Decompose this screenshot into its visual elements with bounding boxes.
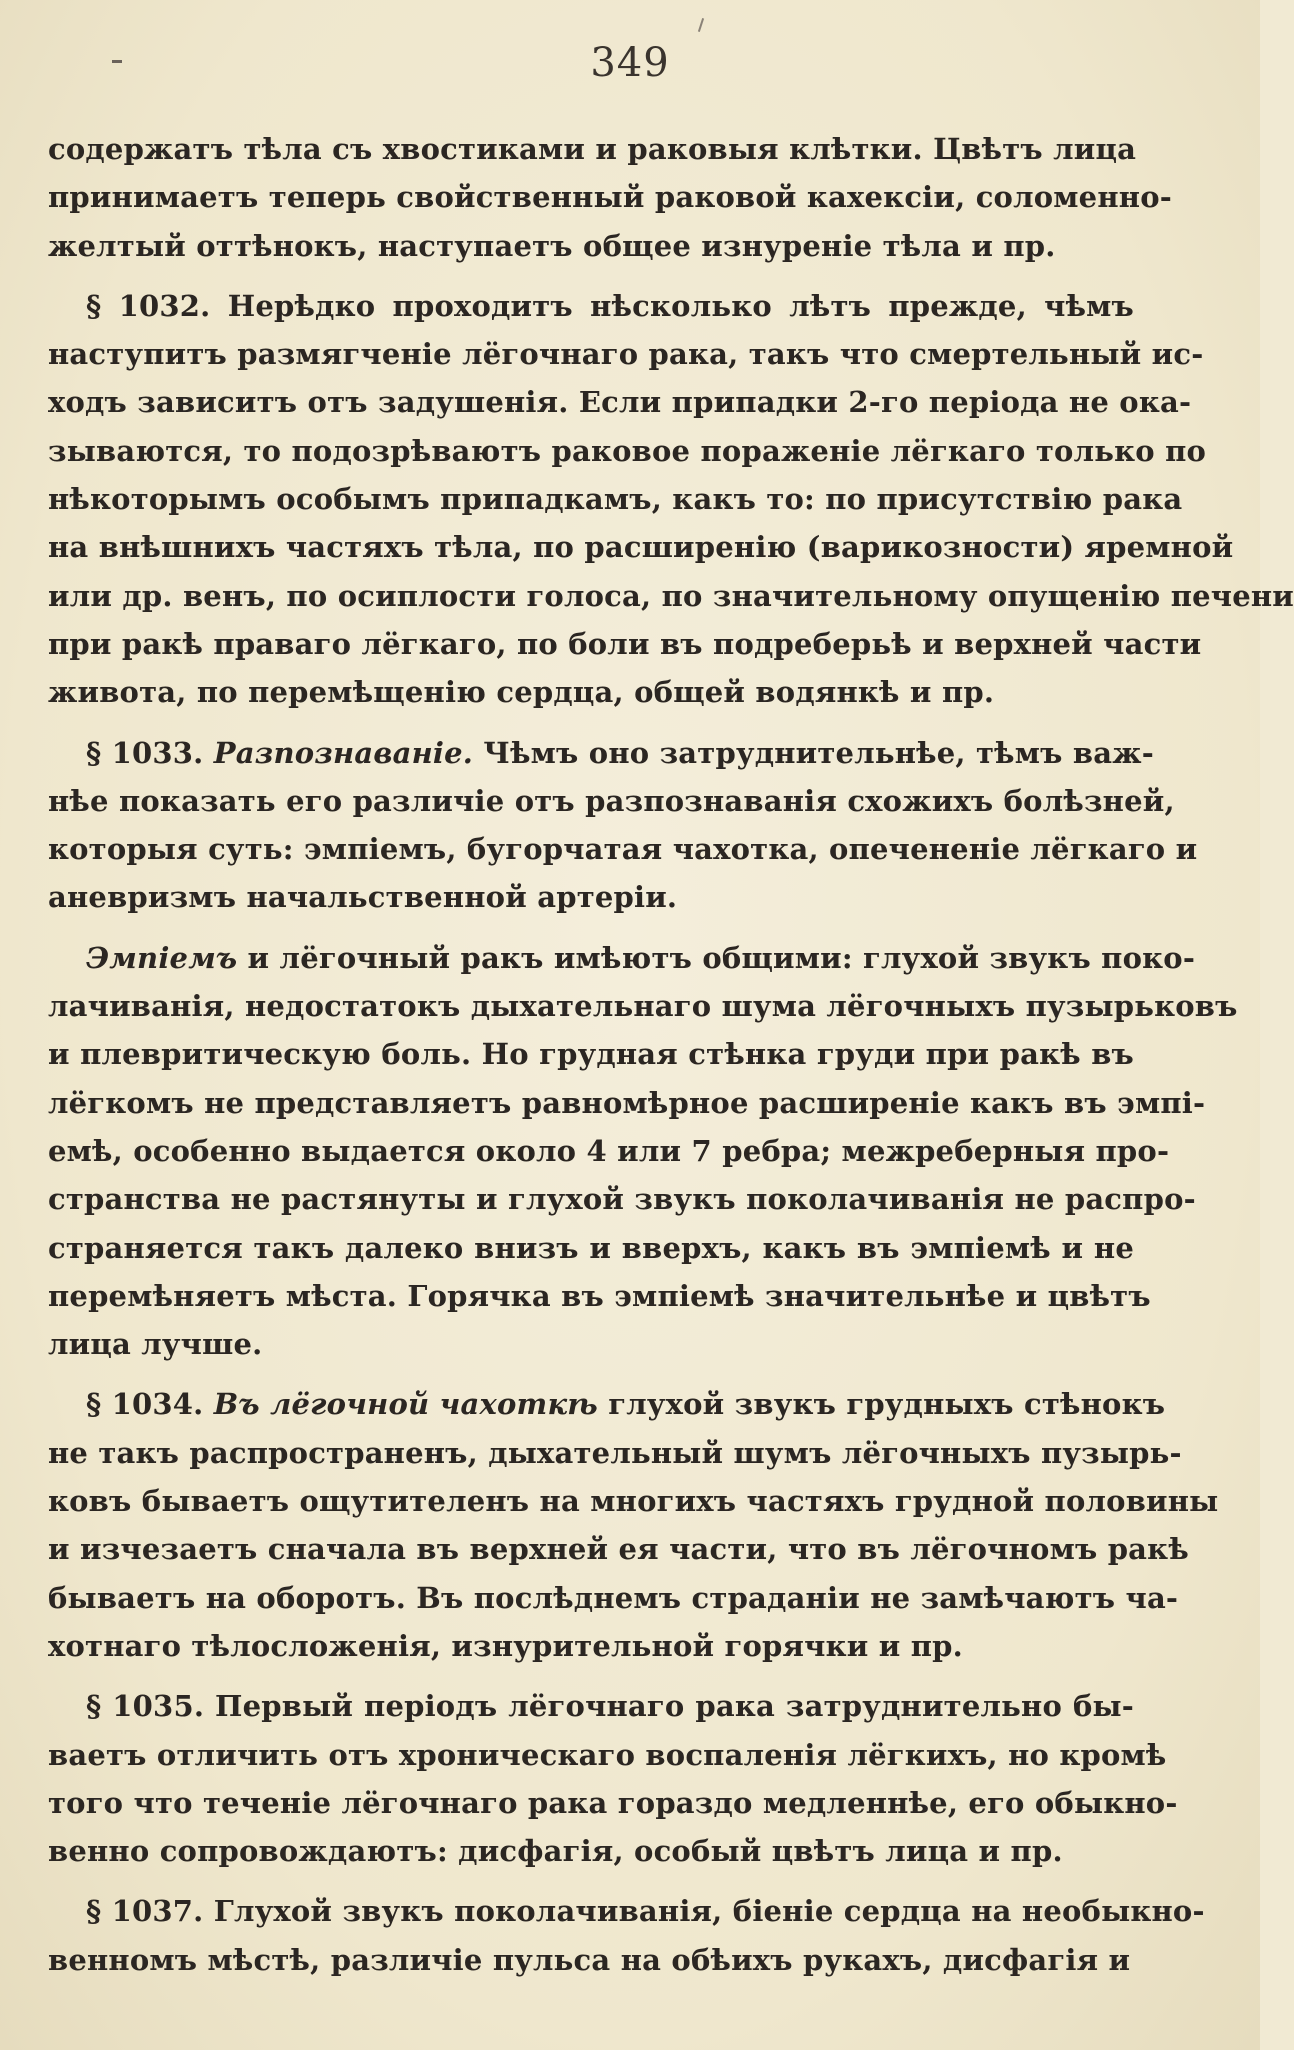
text-line: не такъ распространенъ, дыхательный шумъ лёгочныхъ пузырь-: [48, 1435, 1182, 1470]
margin-tick: [698, 18, 704, 32]
text-line: нѣкоторымъ особымъ припадкамъ, какъ то: по присутствію рака: [48, 482, 1183, 517]
text-line: § 1037. Глухой звукъ поколачиванія, біеніе сердца на необыкно-: [86, 1894, 1205, 1929]
text-line: § 1035. Первый періодъ лёгочнаго рака затруднительно бы-: [86, 1689, 1134, 1724]
text-line: того что теченіе лёгочнаго рака гораздо медленнѣе, его обыкно-: [48, 1785, 1178, 1820]
text-line: или др. венъ, по осиплости голоса, по значительному опущенію печени: [48, 578, 1294, 613]
text-line: принимаетъ теперь свойственный раковой кахексіи, соломенно-: [48, 180, 1172, 215]
page-number: 349: [590, 40, 670, 86]
text-run: глухой звукъ грудныхъ стѣнокъ: [597, 1387, 1166, 1422]
text-line: венномъ мѣстѣ, различіе пульса на обѣихъ рукахъ, дисфагія и: [48, 1942, 1131, 1977]
text-run: и лёгочный ракъ имѣютъ общими: глухой звукъ поко-: [237, 940, 1196, 975]
italic-term: Въ лёгочной чахоткѣ: [213, 1387, 598, 1422]
text-line: которыя суть: эмпіемъ, бугорчатая чахотка, опечененіе лёгкаго и: [48, 832, 1198, 867]
text-line: лица лучше.: [48, 1327, 263, 1362]
text-line: живота, по перемѣщенію сердца, общей водянкѣ и пр.: [48, 675, 995, 710]
italic-term: Эмпіемъ: [86, 940, 238, 975]
text-line: лачиванія, недостатокъ дыхательнаго шума лёгочныхъ пузырьковъ: [48, 989, 1238, 1024]
text-line: аневризмъ начальственной артеріи.: [48, 880, 678, 915]
text-line: ваетъ отличить отъ хроническаго воспаленія лёгкихъ, но кромѣ: [48, 1737, 1167, 1772]
text-line: емѣ, особенно выдается около 4 или 7 ребра; межреберныя про-: [48, 1133, 1170, 1168]
section-number: § 1034.: [86, 1387, 214, 1422]
text-line: [48, 729, 1154, 777]
text-line: и плевритическую боль. Но грудная стѣнка груди при ракѣ въ: [48, 1037, 1134, 1072]
text-line: перемѣняетъ мѣста. Горячка въ эмпіемѣ значительнѣе и цвѣтъ: [48, 1278, 1151, 1313]
text-line: [48, 934, 1196, 982]
text-line: ковъ бываетъ ощутителенъ на многихъ частяхъ грудной половины: [48, 1484, 1219, 1519]
text-line: странства не растянуты и глухой звукъ поколачиванія не распро-: [48, 1182, 1196, 1217]
text-line: [48, 1380, 1166, 1428]
text-line: венно сопровождаютъ: дисфагія, особый цвѣтъ лица и пр.: [48, 1834, 1063, 1869]
text-line: § 1032. Нерѣдко проходитъ нѣсколько лѣтъ прежде, чѣмъ: [86, 288, 1134, 323]
text-line: бываетъ на оборотъ. Въ послѣднемъ страданіи не замѣчаютъ ча-: [48, 1580, 1179, 1615]
text-line: страняется такъ далеко внизъ и вверхъ, какъ въ эмпіемѣ и не: [48, 1230, 1134, 1265]
section-heading: Разпознаваніе.: [213, 735, 474, 770]
text-line: на внѣшнихъ частяхъ тѣла, по расширенію (варикозности) яремной: [48, 530, 1234, 565]
text-run: Чѣмъ оно затруднительнѣе, тѣмъ важ-: [473, 735, 1154, 770]
text-line: нѣе показать его различіе отъ разпознаванія схожихъ болѣзней,: [48, 783, 1175, 818]
body-text: [48, 125, 1294, 1984]
section-number: § 1033.: [86, 735, 214, 770]
text-line: хотнаго тѣлосложенія, изнурительной горячки и пр.: [48, 1628, 963, 1663]
text-line: наступитъ размягченіе лёгочнаго рака, такъ что смертельный ис-: [48, 337, 1204, 372]
text-line: содержатъ тѣла съ хвостиками и раковыя клѣтки. Цвѣтъ лица: [48, 132, 1137, 166]
text-line: зываются, то подозрѣваютъ раковое пораженіе лёгкаго только по: [48, 433, 1207, 468]
text-line: при ракѣ праваго лёгкаго, по боли въ подреберьѣ и верхней части: [48, 626, 1202, 661]
text-line: ходъ зависитъ отъ задушенія. Если припадки 2-го періода не ока-: [48, 385, 1192, 420]
text-line: и изчезаетъ сначала въ верхней ея части, что въ лёгочномъ ракѣ: [48, 1532, 1189, 1567]
text-line: желтый оттѣнокъ, наступаетъ общее изнуреніе тѣла и пр.: [48, 228, 1056, 263]
text-line: лёгкомъ не представляетъ равномѣрное расширеніе какъ въ эмпі-: [48, 1085, 1206, 1120]
